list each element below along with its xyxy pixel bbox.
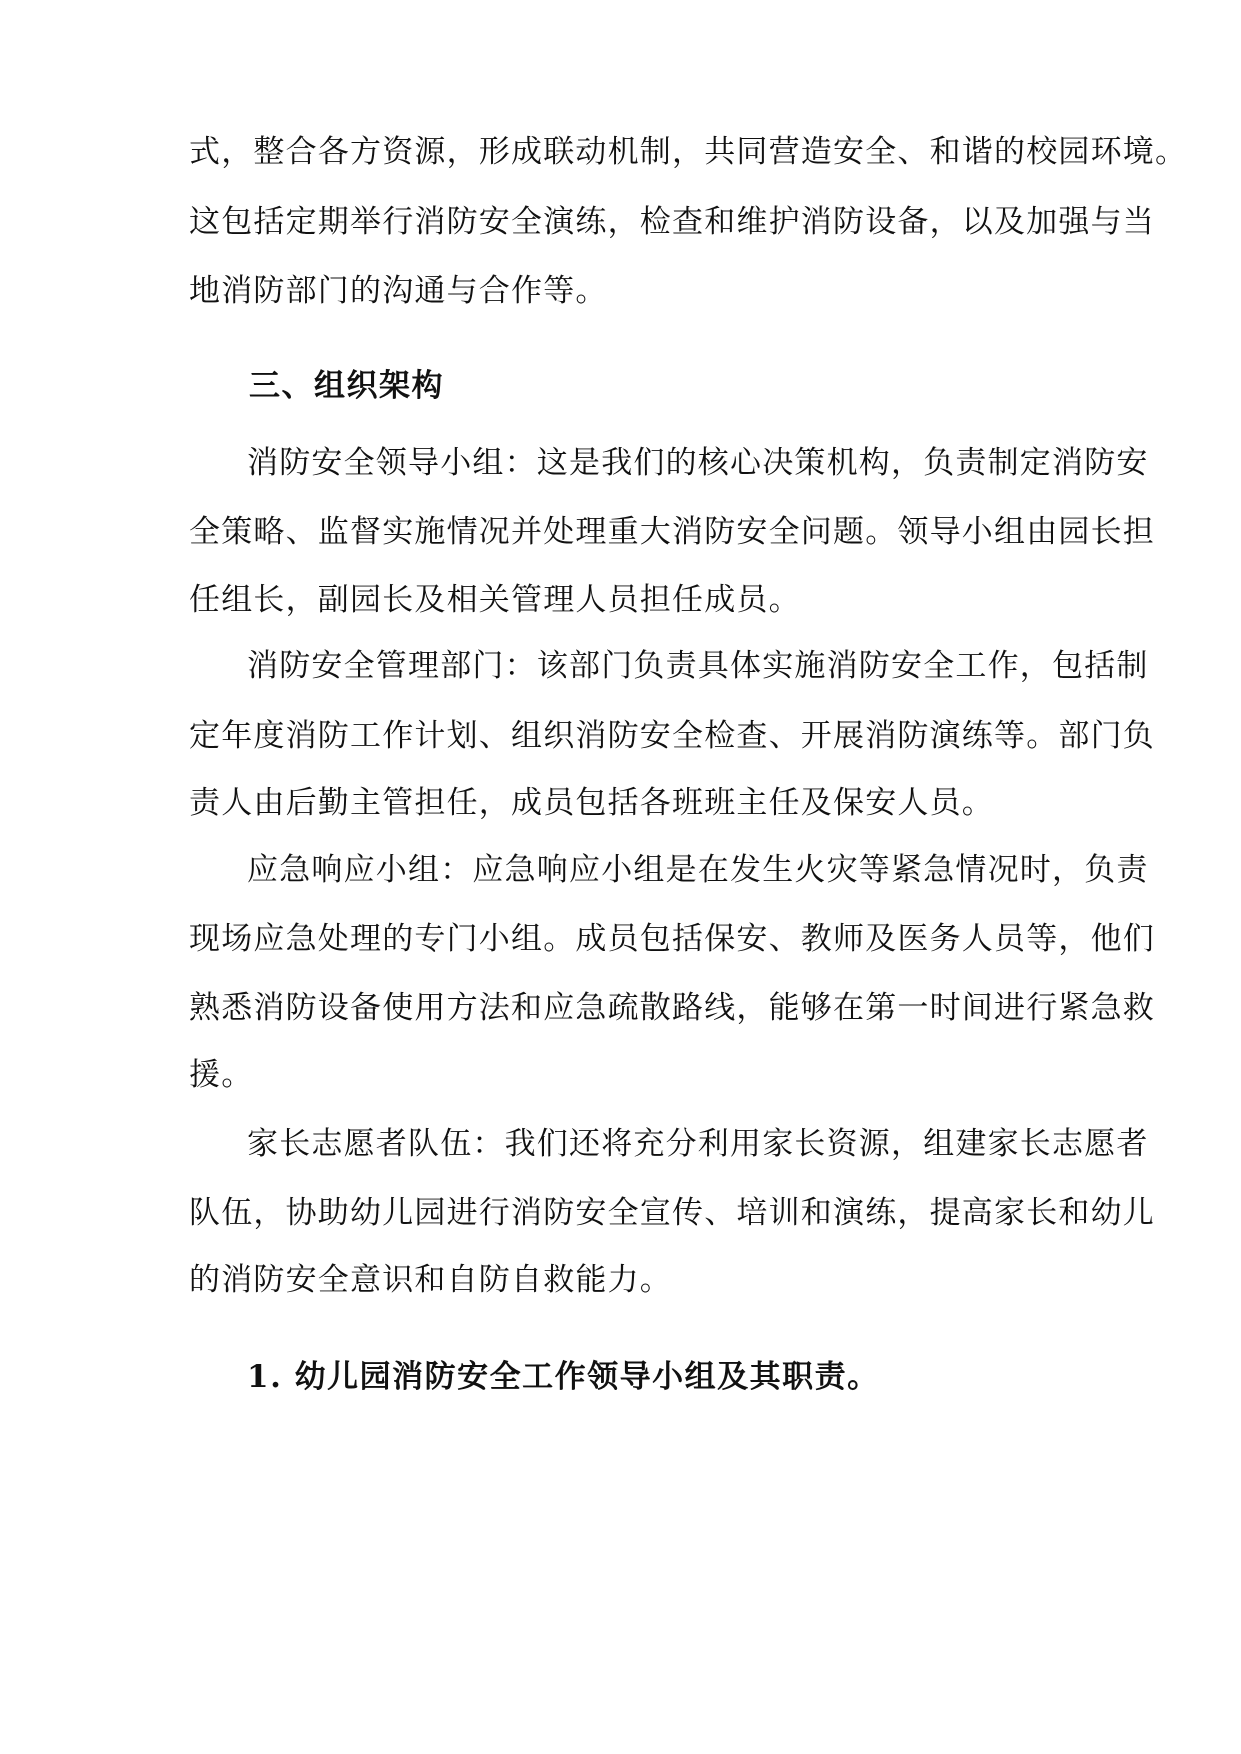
paragraph-3-line-2: 现场应急处理的专门小组。成员包括保安、教师及医务人员等，他们 bbox=[189, 921, 1155, 957]
paragraph-2-line-3: 责人由后勤主管担任，成员包括各班班主任及保安人员。 bbox=[189, 785, 994, 821]
intro-line-3: 地消防部门的沟通与合作等。 bbox=[189, 273, 608, 309]
intro-line-2: 这包括定期举行消防安全演练，检查和维护消防设备，以及加强与当 bbox=[189, 204, 1155, 240]
paragraph-1-line-2: 全策略、监督实施情况并处理重大消防安全问题。领导小组由园长担 bbox=[189, 514, 1155, 550]
paragraph-1-line-3: 任组长，副园长及相关管理人员担任成员。 bbox=[189, 582, 801, 618]
section-heading: 三、组织架构 bbox=[249, 368, 444, 404]
paragraph-3-line-4: 援。 bbox=[189, 1057, 254, 1093]
paragraph-3-line-1: 应急响应小组：应急响应小组是在发生火灾等紧急情况时，负责 bbox=[247, 852, 1149, 888]
numbered-subheading: 1. 幼儿园消防安全工作领导小组及其职责。 bbox=[247, 1359, 880, 1395]
paragraph-2-line-2: 定年度消防工作计划、组织消防安全检查、开展消防演练等。部门负 bbox=[189, 718, 1155, 754]
paragraph-3-line-3: 熟悉消防设备使用方法和应急疏散路线，能够在第一时间进行紧急救 bbox=[189, 990, 1155, 1026]
paragraph-1-line-1: 消防安全领导小组：这是我们的核心决策机构，负责制定消防安 bbox=[247, 445, 1149, 481]
intro-line-1: 式，整合各方资源，形成联动机制，共同营造安全、和谐的校园环境。 bbox=[189, 134, 1188, 170]
paragraph-4-line-3: 的消防安全意识和自防自救能力。 bbox=[189, 1262, 672, 1298]
paragraph-4-line-1: 家长志愿者队伍：我们还将充分利用家长资源，组建家长志愿者 bbox=[247, 1126, 1149, 1162]
paragraph-2-line-1: 消防安全管理部门：该部门负责具体实施消防安全工作，包括制 bbox=[247, 648, 1149, 684]
paragraph-4-line-2: 队伍，协助幼儿园进行消防安全宣传、培训和演练，提高家长和幼儿 bbox=[189, 1195, 1155, 1231]
